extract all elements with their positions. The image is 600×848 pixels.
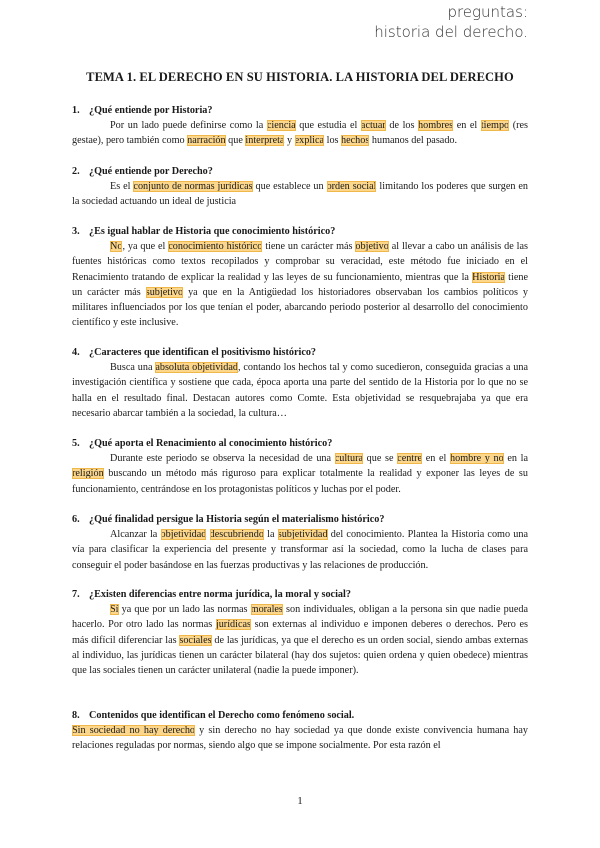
section-2 (72, 164, 528, 210)
text-run: ya que en la Antigüedad los historiadores observaban los cambios políticos y militares influenciados por los que tenían el poder, abarcando periodo posterior al desarrollo del conocimiento científico y este inclusive. (72, 286, 528, 329)
question-text: ¿Qué entiende por Derecho? (89, 166, 213, 177)
question (72, 708, 528, 723)
highlighted-text: religión (72, 468, 104, 480)
text-run: de las jurídicas, ya que el derecho es un orden social, siendo ambas externas al individuo, las jurídicas tienen un carácter bilateral (hay dos sujetos: quien ordena y quien obedece) mientras que las sociales tienen un carácter unilateral (nadie la puede imponer). (72, 634, 529, 677)
question-number: 2. (72, 166, 80, 177)
highlighted-text: interpreta (245, 135, 285, 147)
text-run: tiene un carácter más (72, 271, 528, 298)
highlighted-text: subjetivo (145, 286, 184, 298)
highlighted-text: tiempo (480, 120, 510, 132)
highlighted-text: subjetividad (277, 529, 328, 541)
answer-paragraph (72, 118, 528, 148)
highlighted-text: Sí (110, 604, 119, 616)
text-run: los (324, 135, 342, 147)
highlighted-text: sociales (179, 634, 212, 646)
text-run: que establece un (252, 181, 327, 193)
text-run: Por un lado puede definirse como la (110, 120, 267, 132)
answer-paragraph (72, 723, 528, 753)
text-run: al llevar a cabo un análisis de las fuentes históricas como textos recopilados y comprobar su veracidad, este método fue iniciado en el Renacimiento tratando de explicar la realidad y las leyes de su funcionamiento, mientras que la (72, 241, 528, 283)
text-run: y sin derecho no hay sociedad ya que donde existe convivencia humana hay relaciones reguladas por normas, siendo algo que se impone socialmente. Por esta razón el (72, 725, 529, 752)
text-run: Durante este periodo se observa la necesidad de una (110, 453, 335, 465)
highlighted-text: morales (250, 604, 283, 616)
text-run: del conocimiento. Plantea la Historia como una vía para clasificar la experiencia del presente y transformar así la sociedad, como la lucha de clases para conseguir el poder basándose en las fuerzas productivas y las relaciones de producción. (72, 529, 528, 571)
text-run: que estudia el (295, 120, 361, 132)
highlighted-text: conjunto de normas jurídicas (133, 181, 253, 193)
text-run: en la (503, 453, 529, 465)
text-run: tiene un carácter más (262, 241, 356, 253)
text-run: humanos del pasado. (369, 135, 458, 147)
section-6 (72, 512, 528, 573)
text-run: son individuales, obligan a la persona sin que nadie pueda hacerlo. Por otro lado las normas (72, 604, 528, 631)
highlighted-text: orden social (326, 181, 377, 193)
text-run: (res gestae), pero también como (72, 120, 528, 147)
highlighted-text: conocimiento histórico (168, 241, 263, 253)
text-run: Es el (110, 181, 134, 193)
header-line-2: historia del derecho. (374, 23, 528, 41)
answer-paragraph (72, 527, 528, 573)
section-7 (72, 587, 528, 678)
highlighted-text: jurídicas (215, 619, 251, 631)
question-number: 8. (72, 710, 80, 721)
highlighted-text: Sin sociedad no hay derecho (72, 725, 196, 737)
text-run: son externas al individuo e imponen deberes o derechos. Pero es más difícil diferenciar las (72, 619, 528, 646)
question-number: 3. (72, 226, 80, 237)
question-text: Contenidos que identifican el Derecho como fenómeno social. (89, 710, 355, 721)
page-header (374, 2, 528, 42)
question-number: 5. (72, 438, 80, 449)
text-run: limitando los poderes que surgen en la sociedad actuando un ideal de justicia (72, 181, 529, 208)
question-number: 4. (72, 347, 80, 358)
highlighted-text: hombres (418, 120, 454, 132)
question-number: 6. (72, 514, 80, 525)
section-4 (72, 345, 528, 421)
answer-paragraph (72, 179, 528, 209)
question-number: 1. (72, 105, 80, 116)
highlighted-text: hombre y no (450, 453, 504, 465)
text-run: , ya que el (122, 241, 169, 253)
highlighted-text: No (110, 241, 123, 253)
highlighted-text: descubriendo (209, 529, 264, 541)
question (72, 345, 528, 360)
highlighted-text: hechos (341, 135, 370, 147)
highlighted-text: objetividad (160, 529, 207, 541)
text-run: ya que por un lado las normas (118, 604, 251, 616)
highlighted-text: objetivo (355, 241, 389, 253)
answer-paragraph (72, 451, 528, 497)
question (72, 587, 528, 602)
section-8 (72, 708, 528, 754)
question-text: ¿Existen diferencias entre norma jurídica, la moral y social? (89, 589, 351, 600)
text-run: Busca una (110, 362, 156, 374)
text-run: que (225, 135, 246, 147)
text-run: Alcanzar la (110, 529, 161, 541)
highlighted-text: explica (294, 135, 325, 147)
answer-paragraph (72, 602, 528, 678)
page-number: 1 (297, 795, 303, 807)
answer-paragraph (72, 360, 528, 421)
text-run: y (284, 135, 295, 147)
text-run: , contando los hechos tal y como sucedieron, conseguida gracias a una investigación científica y sostiene que cada, época aporta una parte del sentido de la Historia por lo que no se halla en el resultado final. Destacan autores como Comte. Esta objetividad se resquebrajaba ya que era necesario abarcar también a la sociedad, la cultura… (72, 362, 528, 419)
text-run: de los (385, 120, 419, 132)
text-run: buscando un método más riguroso para explicar totalmente la realidad y exponer las leyes de su funcionamiento, centrándose en los protagonistas políticos y luchas por el poder. (72, 468, 528, 495)
section-3 (72, 224, 528, 330)
highlighted-text: ciencia (266, 120, 296, 132)
header-line-1: preguntas: (447, 3, 528, 21)
highlighted-text: cultura (334, 453, 363, 465)
text-run: en el (422, 453, 451, 465)
question-text: ¿Qué entiende por Historia? (89, 105, 213, 116)
question (72, 512, 528, 527)
document-title: TEMA 1. EL DERECHO EN SU HISTORIA. LA HISTORIA DEL DERECHO (86, 70, 514, 84)
highlighted-text: actuar (360, 120, 386, 132)
question (72, 224, 528, 239)
question-text: ¿Qué finalidad persigue la Historia según el materialismo histórico? (89, 514, 385, 525)
question-text: ¿Es igual hablar de Historia que conocimiento histórico? (89, 226, 336, 237)
question (72, 164, 528, 179)
question-number: 7. (72, 589, 80, 600)
answer-paragraph (72, 239, 528, 330)
question (72, 436, 528, 451)
text-run: la (263, 529, 278, 541)
highlighted-text: Historia (472, 271, 505, 283)
text-run: que se (363, 453, 398, 465)
question (72, 103, 528, 118)
text-run: en el (453, 120, 481, 132)
question-text: ¿Qué aporta el Renacimiento al conocimiento histórico? (89, 438, 333, 449)
highlighted-text: narración (187, 135, 226, 147)
section-5 (72, 436, 528, 497)
highlighted-text: centre (397, 453, 423, 465)
section-1 (72, 103, 528, 149)
highlighted-text: absoluta objetividad (155, 362, 238, 374)
question-text: ¿Caracteres que identifican el positivismo histórico? (89, 347, 317, 358)
